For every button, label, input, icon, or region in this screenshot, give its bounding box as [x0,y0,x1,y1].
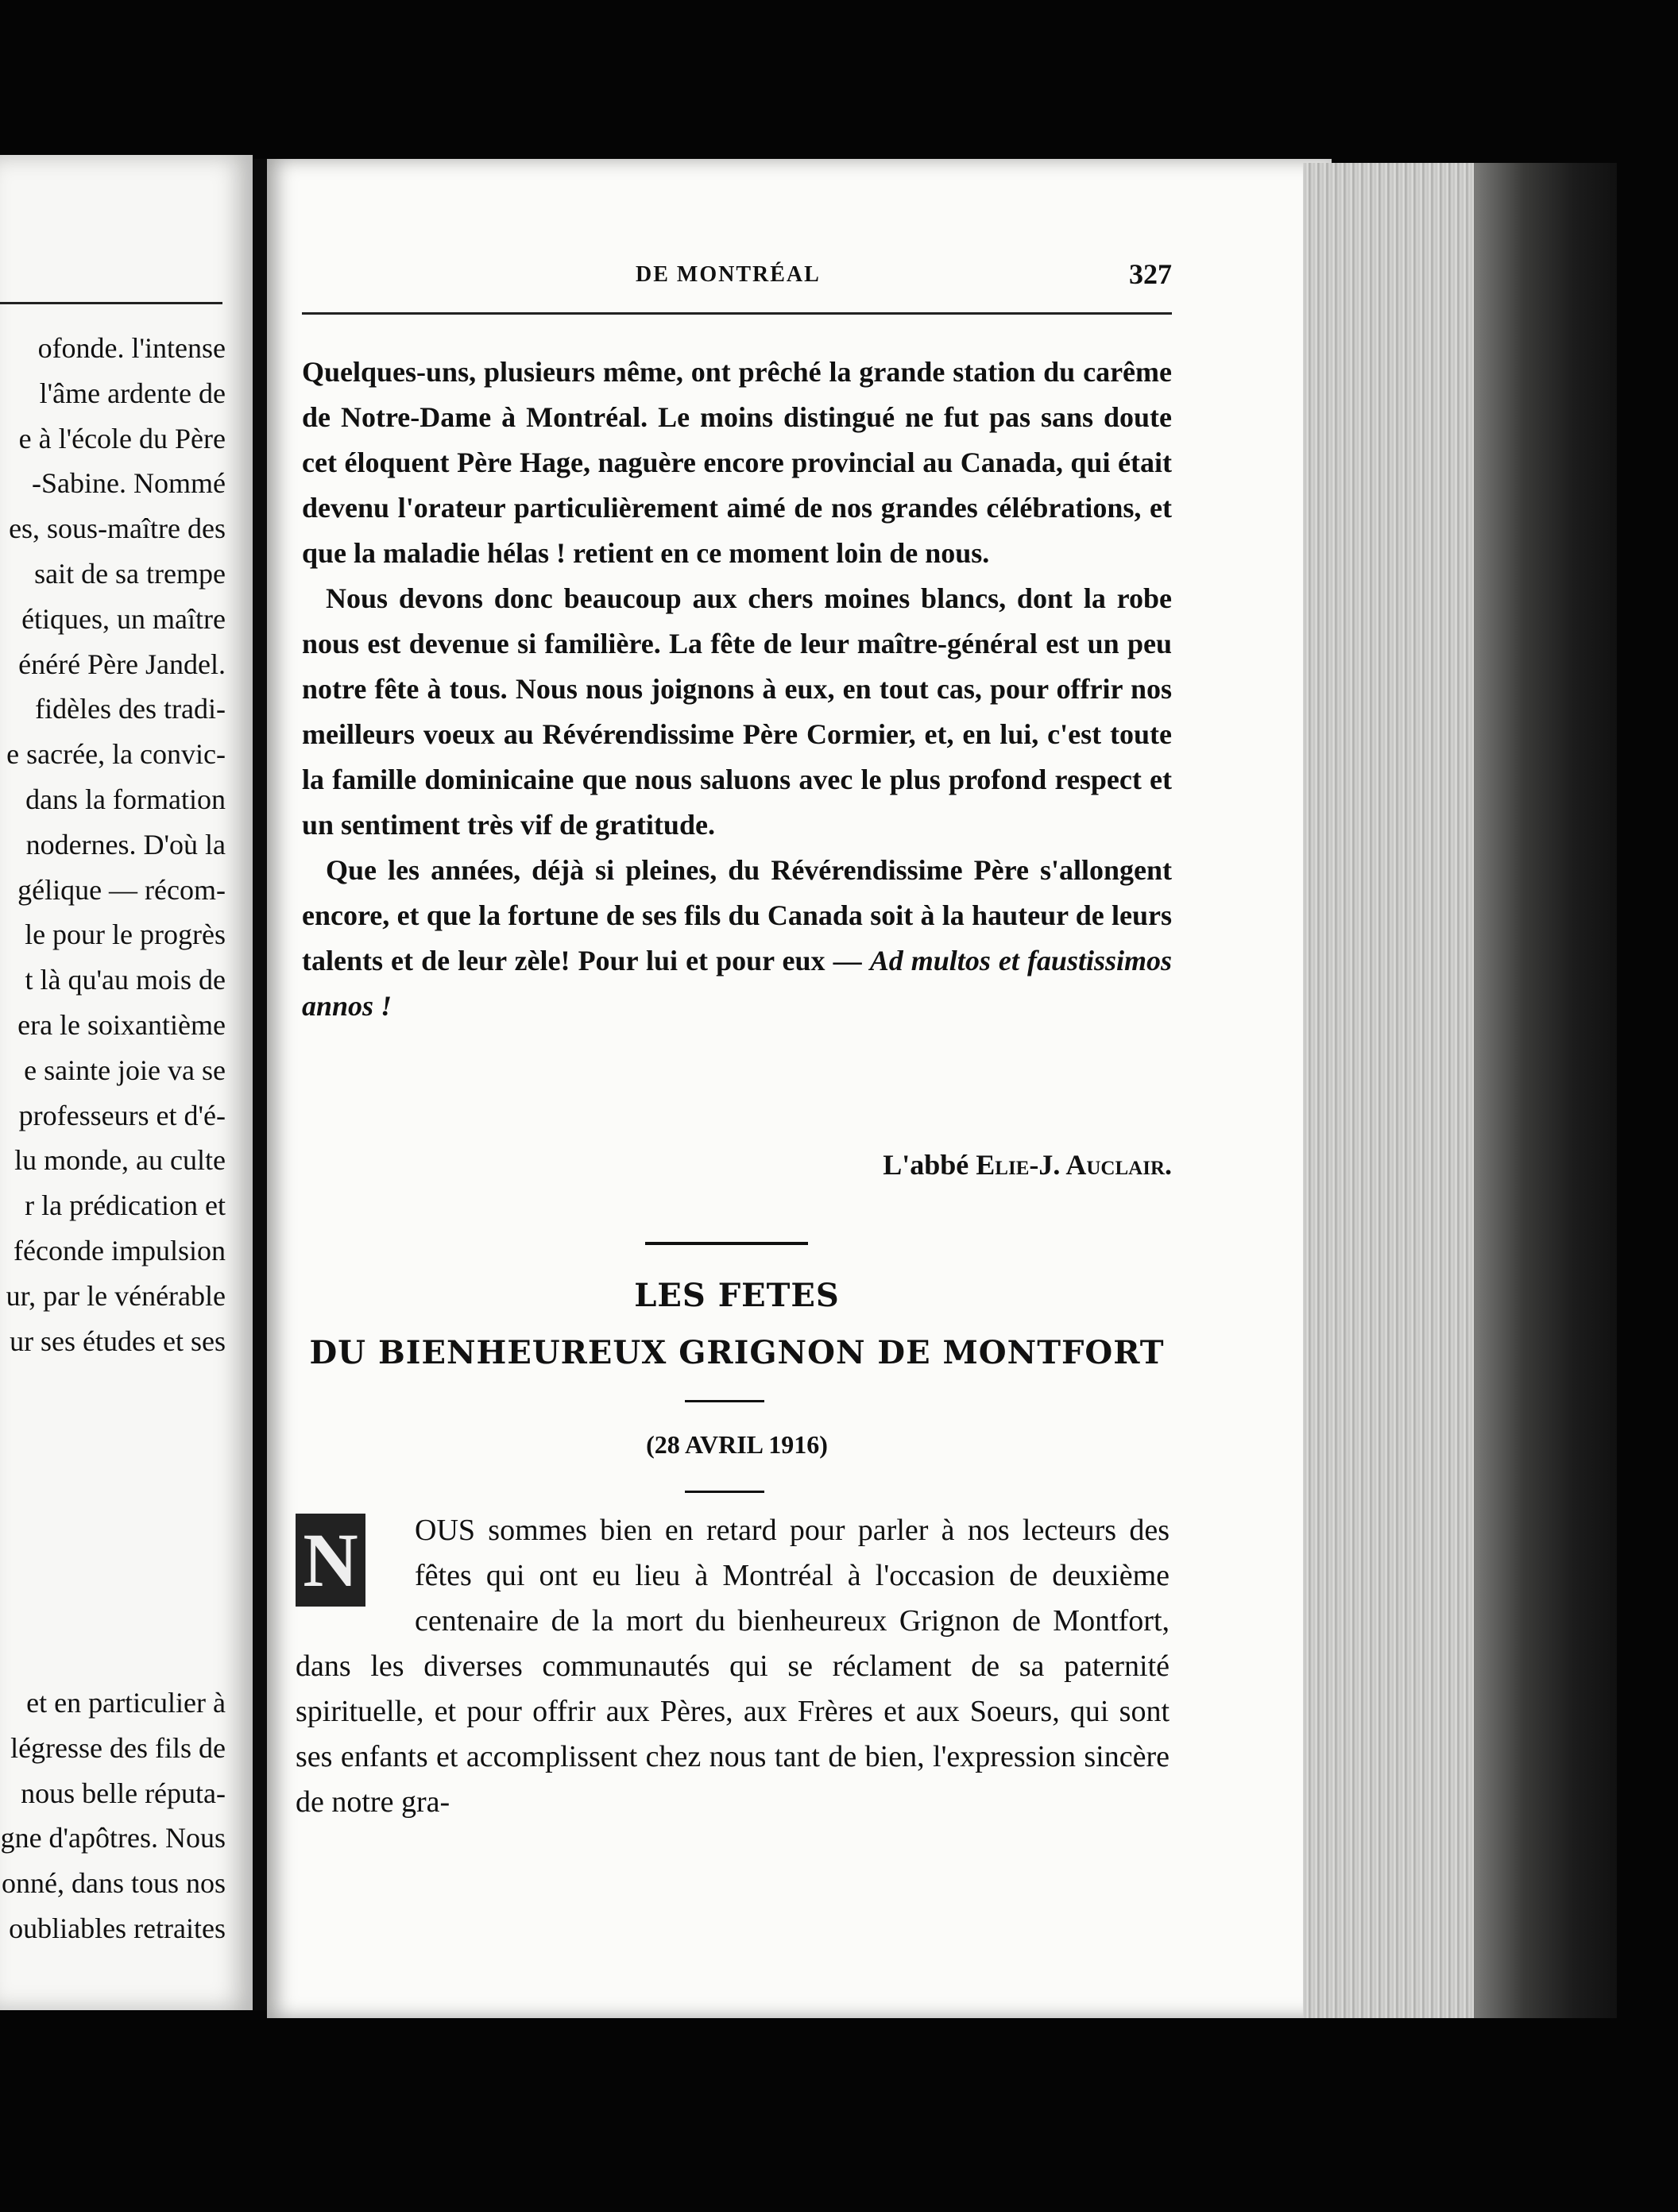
date-rule [685,1491,764,1493]
left-top-line: étiques, un maître [21,602,226,635]
title-rule [685,1400,764,1402]
left-top-line: féconde impulsion [14,1234,226,1266]
running-head [302,258,1172,294]
section-rule [645,1242,808,1245]
left-top-line: le pour le progrès [25,918,226,951]
left-top-line: lu monde, au culte [14,1144,226,1177]
left-bottom-line: nous belle réputa- [21,1777,226,1809]
page-edges-shadow [1474,163,1617,2018]
left-top-line: e sainte joie va se [24,1054,226,1086]
article-title-line-2: DU BIENHEUREUX GRIGNON DE MONTFORT [309,1334,1165,1371]
article-title-line-1: LES FETES [634,1277,840,1314]
paragraph-3-text: Que les années, déjà si pleines, du Révérendissime Père s'allongent encore, et que la fortune de ses fils du Canada soit à la hauteur de leurs talents et de leur zèle! Pour lui et pour eux — [302,854,1172,976]
left-top-line: énéré Père Jandel. [18,648,226,680]
left-page [0,155,253,2010]
dropcap-float-spacer [296,1508,415,1639]
left-bottom-line: onné, dans tous nos [2,1867,226,1900]
article-date: (28 AVRIL 1916) [646,1430,828,1459]
header-rule [302,312,1172,315]
left-top-line: gélique — récom- [17,873,226,906]
left-top-line: l'âme ardente de [39,377,226,409]
left-top-line: professeurs et d'é- [18,1099,226,1131]
left-header-rule [0,302,222,304]
signature-prefix: L'abbé [883,1149,969,1181]
left-page-text-top [0,326,226,1363]
paragraph-2: Nous devons donc beaucoup aux chers moines blancs, dont la robe nous est devenue si familière. La fête de leur maître-général est un peu notre fête à tous. Nous nous joignons à eux, en tout cas, pour offrir nos meilleurs voeux au Révérendissime Père Cormier, et, en lui, c'est toute la famille dominicaine que nous saluons avec le plus profond respect et un sentiment très vif de gratitude. [302,582,1172,841]
left-top-line: es, sous-maître des [9,512,226,545]
left-top-line: ur ses études et ses [10,1324,226,1357]
signature-name: Elie-J. Auclair. [976,1149,1172,1181]
left-top-line: nodernes. D'où la [25,828,226,860]
left-bottom-line: et en particulier à [26,1687,226,1719]
left-top-line: e à l'école du Père [18,422,226,454]
paragraph-1: Quelques-uns, plusieurs même, ont prêché la grande station du carême de Notre-Dame à Montréal. Le moins distingué ne fut pas sans doute cet éloquent Père Hage, naguère encore provincial au Canada, qui était devenu l'orateur particulièrement aimé de nos grandes célébrations, et que la maladie hélas ! retient en ce moment loin de nous. [302,356,1172,569]
left-top-line: sait de sa trempe [34,557,226,590]
left-top-line: e sacrée, la convic- [6,738,226,771]
left-bottom-line: oubliables retraites [9,1912,226,1944]
page-edges [1303,163,1502,2018]
body-text [302,350,1172,1029]
drop-cap-ornament: N [296,1514,365,1607]
left-top-line: ur, par le vénérable [6,1279,226,1312]
paragraph-3 [302,848,1172,1029]
left-bottom-line: gne d'apôtres. Nous [0,1822,226,1854]
left-top-line: dans la formation [25,783,226,815]
left-top-line: era le soixantième [17,1008,226,1041]
article-intro [296,1508,1170,1825]
intro-paragraph: OUS sommes bien en retard pour parler à nos lecteurs des fêtes qui ont eu lieu à Montréal à l'occasion de deuxième centenaire de la mort du bienheureux Grignon de Montfort, dans les diverses communautés qui se réclament de sa paternité spirituelle, et pour offrir aux Pères, aux Frères et aux Soeurs, qui sont ses enfants et accomplissent chez nous tant de bien, l'expression sincère de notre gra- [296,1508,1170,1825]
left-top-line: fidèles des tradi- [35,693,226,725]
left-page-text-bottom [0,1680,226,1951]
running-title: DE MONTRÉAL [636,262,821,287]
left-top-line: -Sabine. Nommé [32,467,226,500]
left-top-line: r la prédication et [25,1189,226,1222]
left-top-line: ofonde. l'intense [37,332,226,364]
left-bottom-line: légresse des fils de [10,1731,226,1764]
latin-phrase: Ad multos et faustissimos annos ! [302,945,1172,1022]
signature [302,1148,1172,1181]
left-top-line: t là qu'au mois de [25,964,226,996]
page-number: 327 [1129,258,1172,290]
article-title [302,1267,1172,1382]
